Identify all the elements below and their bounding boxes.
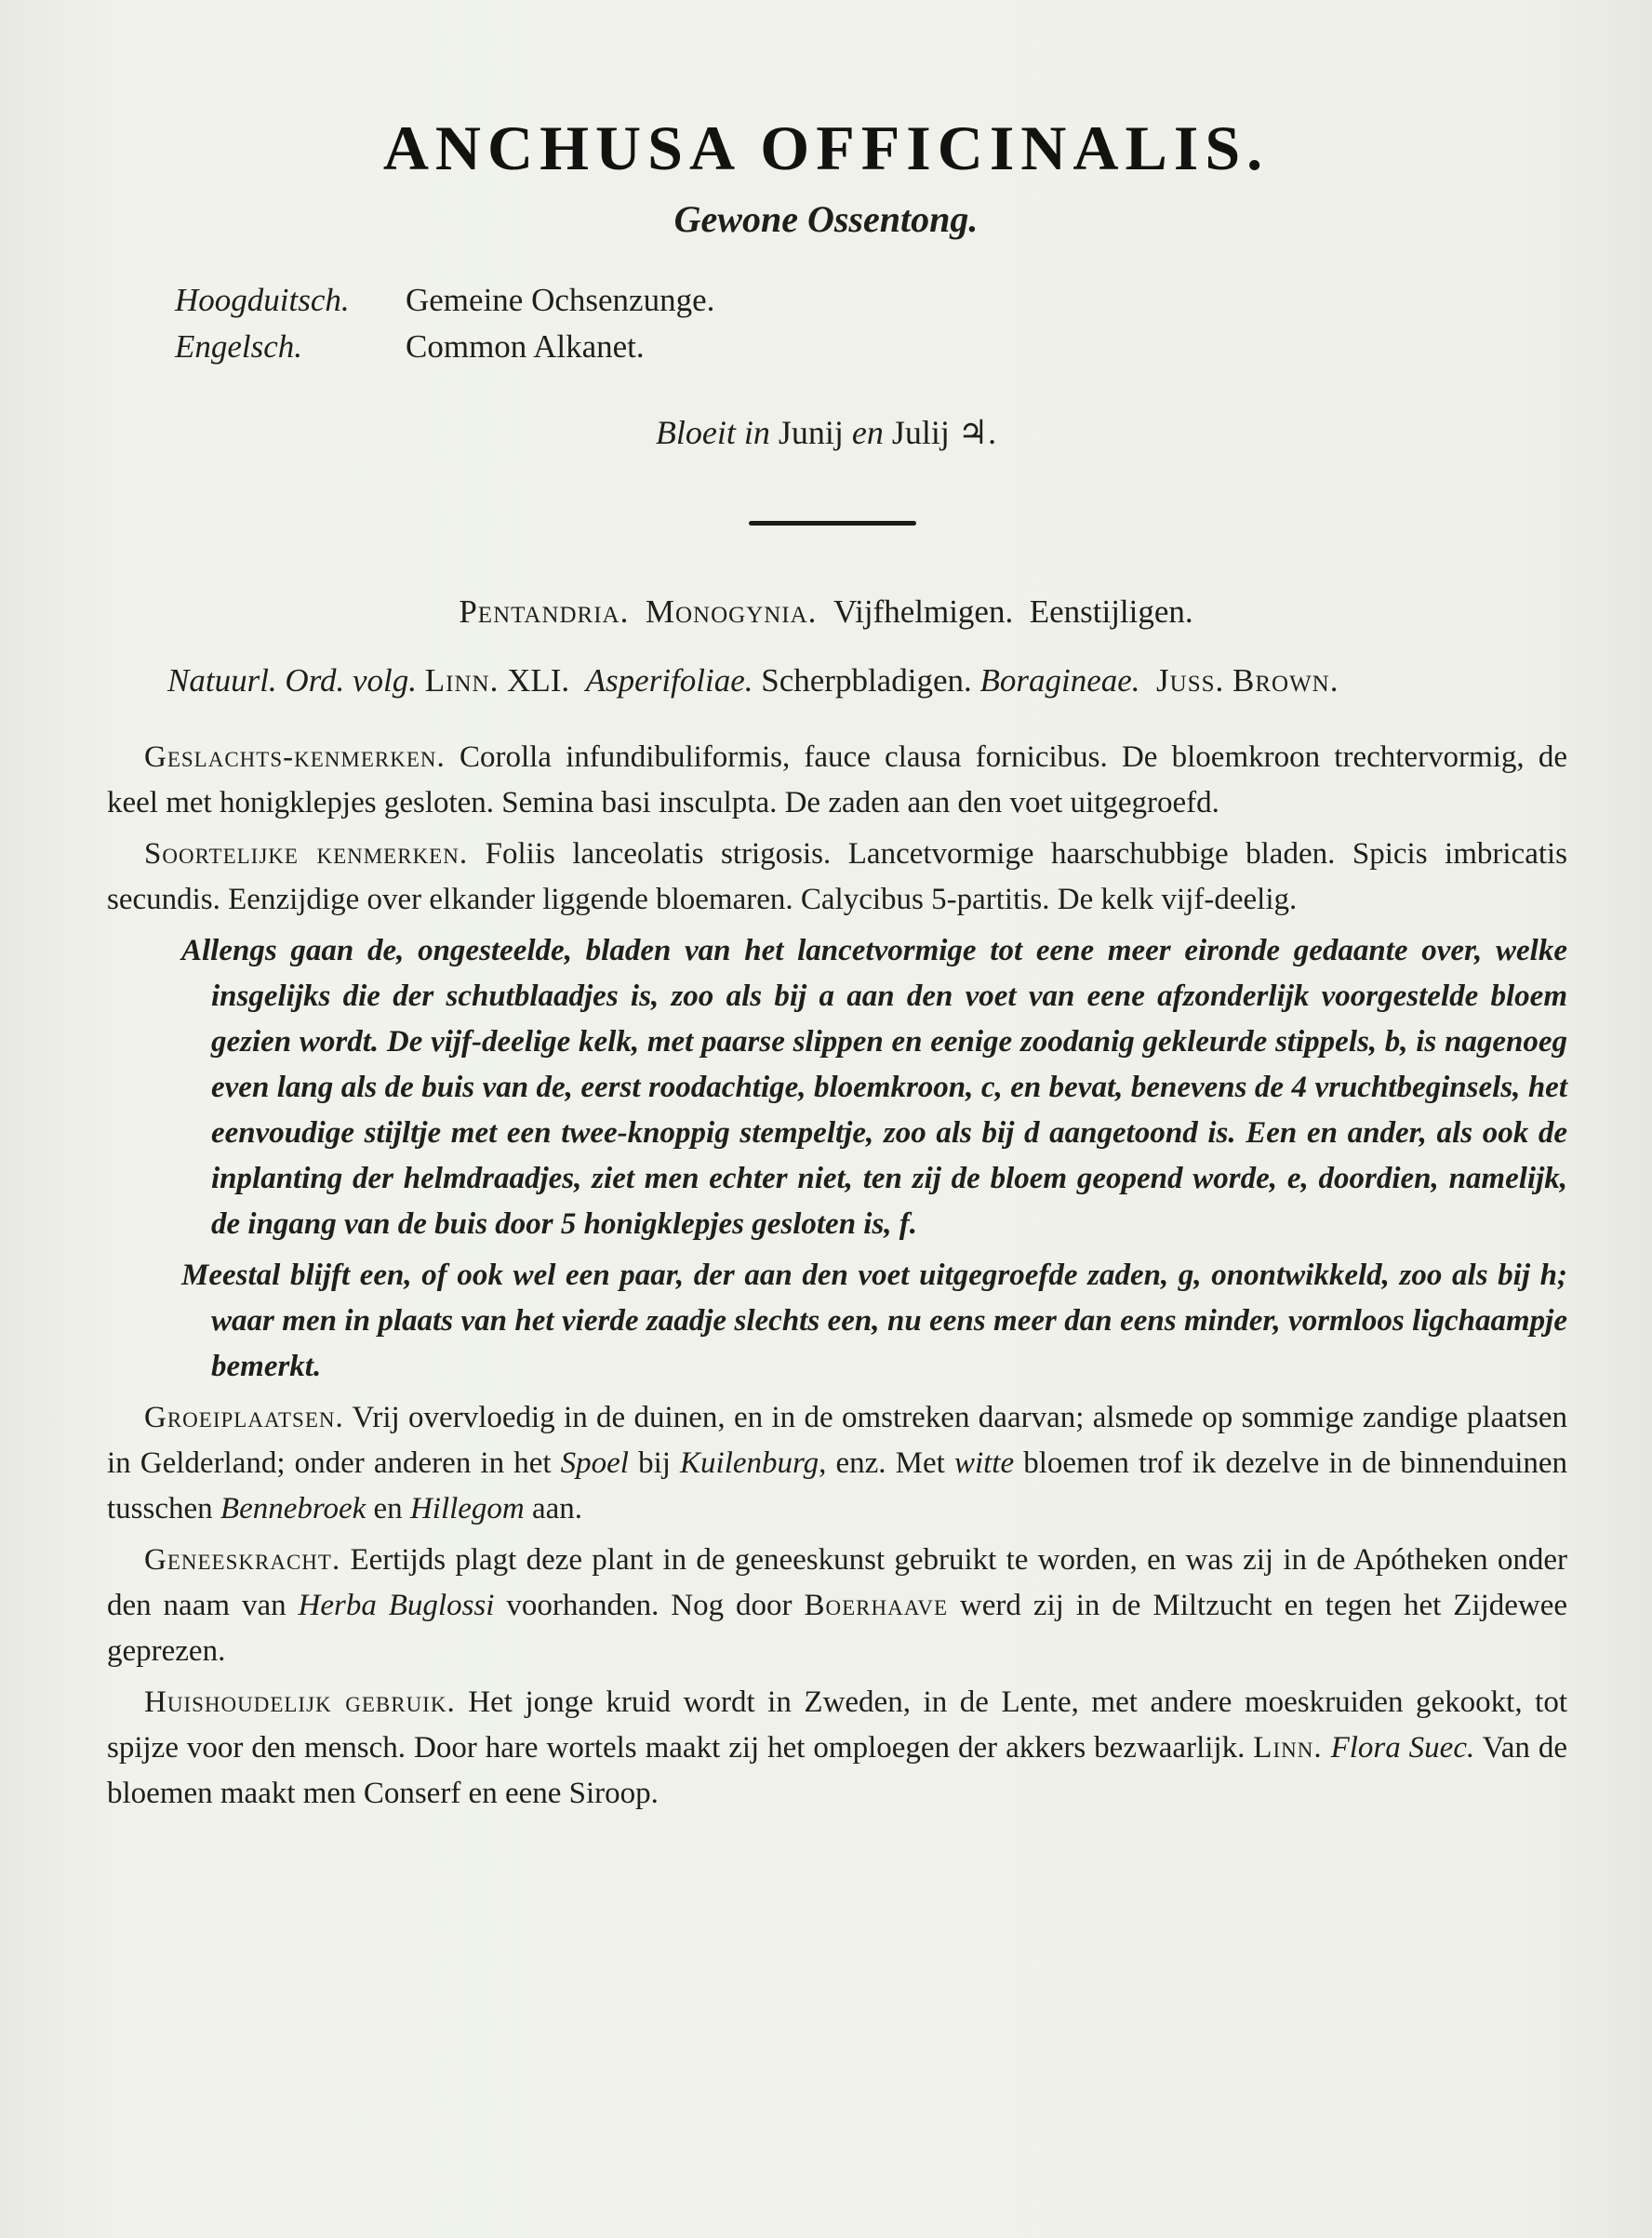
household-section bbox=[107, 1680, 1567, 1817]
perennial-symbol: ♃. bbox=[957, 414, 997, 451]
description-body bbox=[107, 735, 1567, 1822]
page-title: ANCHUSA OFFICINALIS. bbox=[382, 113, 1270, 183]
section-label: Groeiplaatsen. bbox=[144, 1401, 344, 1434]
book-title: Flora Suec. bbox=[1330, 1731, 1475, 1765]
scherpbladigen: Scherpbladigen. bbox=[761, 662, 972, 699]
bloom-en: en bbox=[851, 414, 884, 451]
medicinal-section bbox=[107, 1538, 1567, 1674]
place-name: Bennebroek bbox=[220, 1492, 366, 1525]
section-text: aan. bbox=[532, 1492, 583, 1525]
genus-characters bbox=[107, 735, 1567, 826]
habitat-section bbox=[107, 1395, 1567, 1532]
place-name: Hillegom bbox=[409, 1492, 525, 1525]
bloom-in: in bbox=[743, 414, 770, 451]
section-text: Corolla infundibuliformis, fauce clausa fornicibus. De bloemkroon trechtervormig, de keel met honigklepjes gesloten. Semina basi insculpta. De zaden aan den voet uitgegroefd. bbox=[107, 740, 1567, 819]
section-text: Het jonge kruid wordt in Zweden, in de Lente, met andere moeskruiden gekookt, tot spijze voor den mensch. Door hare wortels maakt zij het omploegen der akkers bezwaarlijk. bbox=[107, 1685, 1568, 1765]
section-text: Vrij overvloedig in de duinen, en in de omstreken daarvan; alsmede op sommige zandige plaatsen in Gelderland; onder anderen in het bbox=[107, 1401, 1568, 1480]
name-row bbox=[175, 277, 1012, 324]
section-text: werd zij in de Miltzucht en tegen het Zijdewee geprezen. bbox=[107, 1589, 1568, 1668]
linnaean-classification bbox=[0, 593, 1652, 631]
common-name: Common Alkanet. bbox=[406, 328, 645, 365]
asperifoliae: Asperifoliae. bbox=[585, 662, 753, 699]
natural-order-label: Natuurl. Ord. volg. bbox=[167, 662, 418, 699]
place-name: Spoel bbox=[560, 1446, 629, 1480]
section-text: , enz. Met bbox=[819, 1446, 945, 1480]
language-label: Engelsch. bbox=[175, 328, 303, 365]
linnaeus-ref: Linn. bbox=[424, 662, 500, 699]
name-row bbox=[175, 324, 1012, 370]
section-text: voorhanden. Nog door bbox=[506, 1589, 793, 1622]
section-label: Huishoudelijk gebruik. bbox=[144, 1685, 456, 1719]
section-label: Geneeskracht. bbox=[144, 1543, 341, 1577]
vernacular-names bbox=[175, 277, 1012, 370]
section-text: Foliis lanceolatis strigosis. Lancetvormige haarschubbige bladen. Spicis imbricatis secundis. Eenzijdige over elkander liggende bloemaren. Calycibus 5-partitis. De kelk vijf-deelig. bbox=[107, 837, 1568, 916]
place-name: Kuilenburg bbox=[680, 1446, 819, 1480]
natural-order-line bbox=[167, 662, 1563, 699]
section-text: bij bbox=[638, 1446, 671, 1480]
common-name: Gemeine Ochsenzunge. bbox=[406, 282, 715, 318]
section-text: bloemen trof ik dezelve in de binnenduinen tusschen bbox=[107, 1446, 1568, 1525]
section-text: Van de bloemen maakt men Conserf en eene Siroop. bbox=[107, 1731, 1568, 1810]
drug-name: Herba Buglossi bbox=[298, 1589, 495, 1622]
brown-ref: Brown. bbox=[1232, 662, 1339, 699]
order-name: Monogynia. bbox=[645, 593, 818, 630]
emphasis: witte bbox=[953, 1446, 1015, 1480]
figure-note-2: Meestal blijft een, of ook wel een paar, der aan den voet uitgegroefde zaden, g, onontwikkeld, zoo als bij h; waar men in plaats van het vierde zaadje slechts een, nu eens meer dan eens minder, vormloos ligchaampje bemerkt. bbox=[181, 1259, 1567, 1383]
section-label: Geslachts-kenmerken. bbox=[144, 740, 446, 774]
species-characters bbox=[107, 832, 1567, 923]
bloom-month-1: Junij bbox=[778, 414, 844, 451]
order-name-dutch: Eenstijligen. bbox=[1029, 593, 1193, 630]
language-label: Hoogduitsch. bbox=[175, 282, 350, 318]
figure-note-1: Allengs gaan de, ongesteelde, bladen van het lancetvormige tot eene meer eironde gedaante over, welke insgelijks die der schutblaadjes is, zoo als bij a aan den voet van eene afzonderlijk voorgestelde bloem gezien wordt. De vijf-deelige kelk, met paarse slippen en eenige zoodanig gekleurde stippels, b, is nagenoeg even lang als de buis van de, eerst roodachtige, bloemkroon, c, en bevat, benevens de 4 vruchtbeginsels, het eenvoudige stijltje met een twee-knoppig stempeltje, zoo als bij d aangetoond is. Een en ander, als ook de inplanting der helmdraadjes, ziet men echter niet, ten zij de bloem geopend worde, e, doordien, namelijk, de ingang van de buis door 5 honigklepjes gesloten is, f. bbox=[181, 934, 1567, 1241]
class-name: Pentandria. bbox=[459, 593, 630, 630]
linnaeus-ref: Linn. bbox=[1253, 1731, 1323, 1765]
page-subtitle: Gewone Ossentong. bbox=[673, 198, 979, 240]
boragineae: Boragineae. bbox=[979, 662, 1140, 699]
bloom-month-2: Julij bbox=[891, 414, 950, 451]
class-name-dutch: Vijfhelmigen. bbox=[833, 593, 1014, 630]
section-text: en bbox=[373, 1492, 403, 1525]
bloom-prefix: Bloeit bbox=[655, 414, 736, 451]
jussieu-ref: Juss. bbox=[1156, 662, 1225, 699]
bloom-line bbox=[0, 413, 1652, 452]
order-number: XLI. bbox=[507, 662, 570, 699]
author-name: Boerhaave bbox=[804, 1589, 949, 1622]
section-text: Eertijds plagt deze plant in de geneeskunst gebruikt te worden, en was zij in de Apótheken onder den naam van bbox=[107, 1543, 1567, 1622]
divider-rule bbox=[749, 521, 916, 526]
section-label: Soortelijke kenmerken. bbox=[144, 837, 469, 871]
